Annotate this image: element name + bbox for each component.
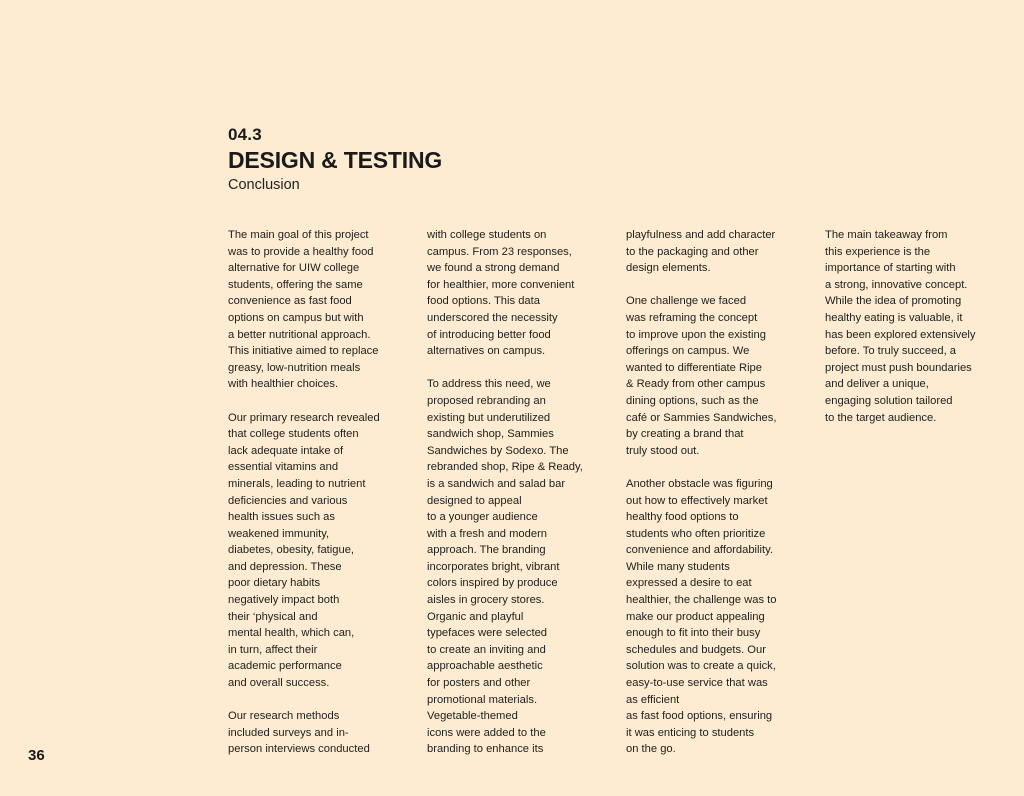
text-line: wanted to differentiate Ripe: [626, 361, 762, 374]
text-line: lack adequate intake of: [228, 444, 344, 457]
text-line: dining options, such as the: [626, 394, 759, 407]
text-line: alternative for UIW college: [228, 262, 360, 275]
text-line: Organic and playful: [427, 610, 524, 623]
text-line: Another obstacle was figuring: [626, 477, 773, 490]
text-line: campus. From 23 responses,: [427, 245, 572, 258]
text-line: healthier, the challenge was to: [626, 594, 777, 607]
text-line: greasy, low-nutrition meals: [228, 361, 361, 374]
text-line: food options. This data: [427, 295, 540, 308]
paragraph-gap: [228, 393, 413, 410]
text-line: students who often prioritize: [626, 527, 766, 540]
text-line: this experience is the: [825, 245, 931, 258]
text-line: by creating a brand that: [626, 428, 744, 441]
text-line: with healthier choices.: [228, 378, 339, 391]
text-line: was to provide a healthy food: [228, 245, 374, 258]
text-line: on the go.: [626, 743, 676, 756]
text-line: The main goal of this project: [228, 229, 369, 241]
text-line: with college students on: [427, 229, 547, 241]
text-line: and overall success.: [228, 677, 330, 690]
text-line: & Ready from other campus: [626, 378, 766, 391]
text-line: While many students: [626, 560, 730, 573]
text-line: to a younger audience: [427, 511, 538, 524]
text-line: students, offering the same: [228, 278, 363, 291]
text-line: typefaces were selected: [427, 627, 548, 640]
section-heading: [228, 124, 442, 196]
text-line: Sandwiches by Sodexo. The: [427, 444, 569, 457]
text-column-3: [626, 227, 811, 758]
text-line: to improve upon the existing: [626, 328, 766, 341]
text-line: To address this need, we: [427, 378, 551, 391]
text-line: out how to effectively market: [626, 494, 768, 507]
text-line: The main takeaway from: [825, 229, 948, 241]
page-number: 36: [28, 747, 45, 764]
text-line: essential vitamins and: [228, 461, 339, 474]
text-line: diabetes, obesity, fatigue,: [228, 544, 355, 557]
text-line: incorporates bright, vibrant: [427, 560, 560, 573]
text-line: Our research methods: [228, 710, 340, 723]
text-line: options on campus but with: [228, 311, 364, 324]
text-line: approachable aesthetic: [427, 660, 543, 673]
text-line: for posters and other: [427, 677, 531, 690]
text-line: Our primary research revealed: [228, 411, 380, 424]
text-line: mental health, which can,: [228, 627, 355, 640]
paragraph-gap: [427, 360, 612, 377]
text-line: minerals, leading to nutrient: [228, 477, 366, 490]
text-line: is a sandwich and salad bar: [427, 477, 566, 490]
text-line: healthy eating is valuable, it: [825, 311, 963, 324]
text-line: in turn, affect their: [228, 643, 318, 656]
text-line: we found a strong demand: [427, 262, 560, 275]
text-line: promotional materials.: [427, 693, 538, 706]
text-line: sandwich shop, Sammies: [427, 428, 554, 441]
text-line: has been explored extensively: [825, 328, 976, 341]
text-line: One challenge we faced: [626, 295, 747, 308]
text-line: underscored the necessity: [427, 311, 558, 324]
text-line: engaging solution tailored: [825, 394, 953, 407]
text-line: weakened immunity,: [228, 527, 330, 540]
text-line: colors inspired by produce: [427, 577, 558, 590]
text-line: that college students often: [228, 428, 359, 441]
text-line: expressed a desire to eat: [626, 577, 752, 590]
text-line: design elements.: [626, 262, 711, 275]
text-line: deficiencies and various: [228, 494, 348, 507]
text-line: project must push boundaries: [825, 361, 972, 374]
text-line: While the idea of promoting: [825, 295, 962, 308]
paragraph-gap: [228, 692, 413, 709]
text-line: approach. The branding: [427, 544, 546, 557]
text-line: truly stood out.: [626, 444, 700, 457]
text-column-1: [228, 227, 413, 758]
text-line: rebranded shop, Ripe & Ready,: [427, 461, 583, 474]
text-line: poor dietary habits: [228, 577, 321, 590]
text-line: convenience as fast food: [228, 295, 352, 308]
text-line: of introducing better food: [427, 328, 551, 341]
text-line: easy-to-use service that was: [626, 677, 768, 690]
text-line: negatively impact both: [228, 594, 340, 607]
text-line: convenience and affordability.: [626, 544, 773, 557]
text-line: alternatives on campus.: [427, 345, 546, 358]
text-line: Vegetable-themed: [427, 710, 518, 723]
text-line: schedules and budgets. Our: [626, 643, 766, 656]
text-line: existing but underutilized: [427, 411, 551, 424]
text-line: icons were added to the: [427, 726, 546, 739]
text-line: for healthier, more convenient: [427, 278, 575, 291]
text-line: person interviews conducted: [228, 743, 370, 756]
text-column-2: [427, 227, 612, 758]
text-column-4: [825, 227, 1010, 426]
text-line: a strong, innovative concept.: [825, 278, 968, 291]
text-line: and deliver a unique,: [825, 378, 929, 391]
text-line: solution was to create a quick,: [626, 660, 776, 673]
text-line: This initiative aimed to replace: [228, 345, 379, 358]
text-line: health issues such as: [228, 511, 335, 524]
text-line: branding to enhance its: [427, 743, 544, 756]
text-line: as fast food options, ensuring: [626, 710, 773, 723]
text-line: importance of starting with: [825, 262, 956, 275]
text-line: and depression. These: [228, 560, 342, 573]
text-line: was reframing the concept: [626, 311, 758, 324]
text-line: make our product appealing: [626, 610, 765, 623]
text-line: proposed rebranding an: [427, 394, 546, 407]
text-line: included surveys and in-: [228, 726, 349, 739]
text-line: academic performance: [228, 660, 342, 673]
section-title: DESIGN & TESTING: [228, 147, 443, 173]
text-line: playfulness and add character: [626, 229, 776, 241]
text-line: designed to appeal: [427, 494, 522, 507]
section-number: 04.3: [228, 125, 262, 144]
paragraph-gap: [626, 459, 811, 476]
text-line: aisles in grocery stores.: [427, 594, 545, 607]
text-line: it was enticing to students: [626, 726, 755, 739]
text-line: before. To truly succeed, a: [825, 345, 957, 358]
text-line: healthy food options to: [626, 511, 739, 524]
text-line: café or Sammies Sandwiches,: [626, 411, 777, 424]
text-line: as efficient: [626, 693, 680, 706]
paragraph-gap: [626, 277, 811, 294]
text-line: to create an inviting and: [427, 643, 546, 656]
text-line: with a fresh and modern: [427, 527, 548, 540]
text-line: enough to fit into their busy: [626, 627, 761, 640]
text-line: their ‘physical and: [228, 610, 318, 623]
text-line: to the packaging and other: [626, 245, 759, 258]
section-subtitle: Conclusion: [228, 177, 300, 193]
text-line: offerings on campus. We: [626, 345, 750, 358]
text-line: a better nutritional approach.: [228, 328, 371, 341]
text-line: to the target audience.: [825, 411, 937, 424]
